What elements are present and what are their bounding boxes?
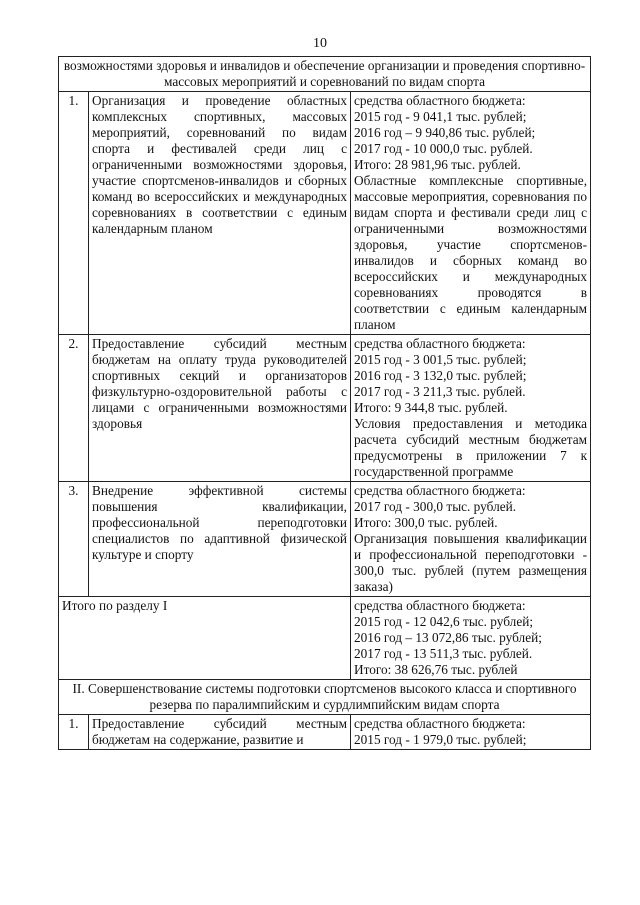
section-total-label: Итого по разделу I bbox=[59, 597, 351, 680]
funding-line: 2016 год - 3 132,0 тыс. рублей; bbox=[354, 368, 527, 383]
funding-line: средства областного бюджета: bbox=[354, 716, 526, 731]
funding-line: 2016 год – 13 072,86 тыс. рублей; bbox=[354, 630, 542, 645]
expected-result: Областные комплексные спортивные, массовые мероприятия, соревнования по видам спорта и фестивали среди лиц с ограниченными возможностями здоровья, участие спортсменов-инвалидов и сборных команд во всероссийских и международных соревнованиях проводятся в соответствии с единым календарным планом bbox=[354, 173, 588, 332]
funding-cell bbox=[351, 482, 591, 597]
program-table bbox=[58, 56, 591, 750]
table-row bbox=[59, 715, 591, 750]
table-row bbox=[59, 92, 591, 335]
funding-line: Итого: 38 626,76 тыс. рублей bbox=[354, 662, 518, 677]
row-number: 3. bbox=[59, 482, 89, 597]
row-number: 2. bbox=[59, 335, 89, 482]
funding-line: 2017 год - 13 511,3 тыс. рублей. bbox=[354, 646, 533, 661]
section2-header-row bbox=[59, 680, 591, 715]
funding-line: 2015 год - 1 979,0 тыс. рублей; bbox=[354, 732, 527, 747]
section-total-funding bbox=[351, 597, 591, 680]
funding-line: средства областного бюджета: bbox=[354, 598, 526, 613]
funding-line: 2017 год - 3 211,3 тыс. рублей. bbox=[354, 384, 526, 399]
funding-line: Итого: 28 981,96 тыс. рублей. bbox=[354, 157, 521, 172]
activity-cell: Внедрение эффективной системы повышения квалификации, профессиональной переподготовки специалистов по адаптивной физической культуре и спорту bbox=[89, 482, 351, 597]
funding-cell bbox=[351, 715, 591, 750]
funding-line: средства областного бюджета: bbox=[354, 93, 526, 108]
table-row bbox=[59, 335, 591, 482]
activity-cell: Предоставление субсидий местным бюджетам на содержание, развитие и bbox=[89, 715, 351, 750]
activity-cell: Организация и проведение областных комплексных спортивных, массовых мероприятий, соревнований по видам спорта и фестивалей среди лиц с ограниченными возможностями здоровья, участие спортсменов-инвалидов и сборных команд во всероссийских и международных соревнованиях в соответствии с единым календарным планом bbox=[89, 92, 351, 335]
row-number: 1. bbox=[59, 92, 89, 335]
funding-line: Итого: 9 344,8 тыс. рублей. bbox=[354, 400, 508, 415]
activity-cell: Предоставление субсидий местным бюджетам на оплату труда руководителей спортивных секций и организаторов физкультурно-оздоровительной работы с лицами с ограниченными возможностями здоровья bbox=[89, 335, 351, 482]
row-number: 1. bbox=[59, 715, 89, 750]
funding-line: 2017 год - 300,0 тыс. рублей. bbox=[354, 499, 517, 514]
funding-line: 2015 год - 12 042,6 тыс. рублей; bbox=[354, 614, 534, 629]
funding-line: 2015 год - 3 001,5 тыс. рублей; bbox=[354, 352, 527, 367]
table-row bbox=[59, 482, 591, 597]
funding-line: средства областного бюджета: bbox=[354, 483, 526, 498]
funding-line: Итого: 300,0 тыс. рублей. bbox=[354, 515, 498, 530]
funding-line: средства областного бюджета: bbox=[354, 336, 526, 351]
section1-header-row bbox=[59, 57, 591, 92]
section2-header: II. Совершенствование системы подготовки спортсменов высокого класса и спортивного резерва по паралимпийским и сурдлимпийским видам спорта bbox=[59, 680, 591, 715]
funding-line: 2017 год - 10 000,0 тыс. рублей. bbox=[354, 141, 533, 156]
funding-cell bbox=[351, 335, 591, 482]
funding-line: 2015 год - 9 041,1 тыс. рублей; bbox=[354, 109, 527, 124]
expected-result: Организация повышения квалификации и профессиональной переподготовки - 300,0 тыс. рублей (путем размещения заказа) bbox=[354, 531, 588, 594]
expected-result: Условия предоставления и методика расчета субсидий местным бюджетам предусмотрены в приложении 7 к государственной программе bbox=[354, 416, 588, 479]
funding-cell bbox=[351, 92, 591, 335]
funding-line: 2016 год – 9 940,86 тыс. рублей; bbox=[354, 125, 536, 140]
section1-header: возможностями здоровья и инвалидов и обеспечение организации и проведения спортивно-массовых мероприятий и соревнований по видам спорта bbox=[59, 57, 591, 92]
page-number: 10 bbox=[313, 36, 327, 51]
section1-total-row bbox=[59, 597, 591, 680]
